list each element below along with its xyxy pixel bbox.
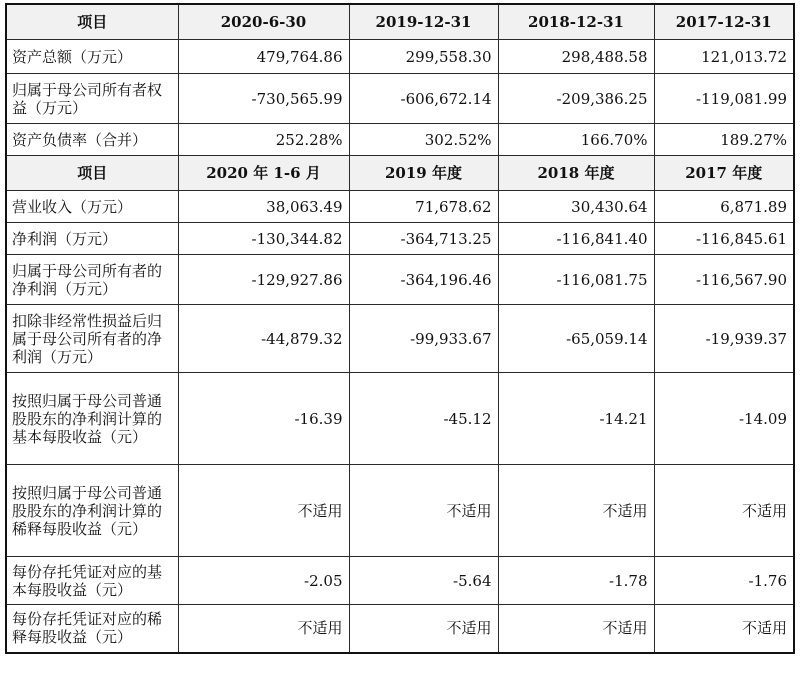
row-label: 资产总额（万元） — [6, 40, 178, 74]
header-row-income — [6, 156, 794, 191]
header-item: 项目 — [6, 4, 178, 40]
cell-value: 不适用 — [178, 605, 349, 653]
cell-value: 38,063.49 — [178, 191, 349, 223]
financial-summary-table — [5, 3, 795, 654]
header-col: 2020 年 1-6 月 — [178, 156, 349, 191]
cell-value: 不适用 — [349, 465, 498, 557]
table-row — [6, 557, 794, 605]
cell-value: 71,678.62 — [349, 191, 498, 223]
cell-value: 302.52% — [349, 124, 498, 156]
header-col: 2019-12-31 — [349, 4, 498, 40]
row-label: 每份存托凭证对应的基本每股收益（元） — [6, 557, 178, 605]
cell-value: -99,933.67 — [349, 305, 498, 373]
cell-value: 不适用 — [178, 465, 349, 557]
table-row — [6, 605, 794, 653]
cell-value: -364,713.25 — [349, 223, 498, 255]
table-row — [6, 40, 794, 74]
row-label: 资产负债率（合并） — [6, 124, 178, 156]
table-row — [6, 373, 794, 465]
row-label: 按照归属于母公司普通股股东的净利润计算的基本每股收益（元） — [6, 373, 178, 465]
header-item: 项目 — [6, 156, 178, 191]
cell-value: -116,567.90 — [654, 255, 794, 305]
cell-value: 189.27% — [654, 124, 794, 156]
header-col: 2017 年度 — [654, 156, 794, 191]
cell-value: -5.64 — [349, 557, 498, 605]
row-label: 营业收入（万元） — [6, 191, 178, 223]
cell-value: -119,081.99 — [654, 74, 794, 124]
header-col: 2020-6-30 — [178, 4, 349, 40]
table-row — [6, 74, 794, 124]
cell-value: -730,565.99 — [178, 74, 349, 124]
cell-value: 不适用 — [498, 605, 654, 653]
table-row — [6, 255, 794, 305]
table-wrapper — [5, 3, 795, 654]
cell-value: -16.39 — [178, 373, 349, 465]
table-row — [6, 124, 794, 156]
cell-value: 不适用 — [498, 465, 654, 557]
cell-value: 不适用 — [349, 605, 498, 653]
cell-value: -209,386.25 — [498, 74, 654, 124]
cell-value: 166.70% — [498, 124, 654, 156]
cell-value: -19,939.37 — [654, 305, 794, 373]
cell-value: 6,871.89 — [654, 191, 794, 223]
header-col: 2018-12-31 — [498, 4, 654, 40]
cell-value: -129,927.86 — [178, 255, 349, 305]
cell-value: -116,081.75 — [498, 255, 654, 305]
table-row — [6, 191, 794, 223]
cell-value: -44,879.32 — [178, 305, 349, 373]
cell-value: -606,672.14 — [349, 74, 498, 124]
cell-value: 30,430.64 — [498, 191, 654, 223]
row-label: 按照归属于母公司普通股股东的净利润计算的稀释每股收益（元） — [6, 465, 178, 557]
row-label: 扣除非经常性损益后归属于母公司所有者的净利润（万元） — [6, 305, 178, 373]
cell-value: -130,344.82 — [178, 223, 349, 255]
row-label: 归属于母公司所有者权益（万元） — [6, 74, 178, 124]
cell-value: -45.12 — [349, 373, 498, 465]
row-label: 每份存托凭证对应的稀释每股收益（元） — [6, 605, 178, 653]
cell-value: 299,558.30 — [349, 40, 498, 74]
cell-value: -14.21 — [498, 373, 654, 465]
cell-value: -1.78 — [498, 557, 654, 605]
cell-value: 479,764.86 — [178, 40, 349, 74]
header-col: 2017-12-31 — [654, 4, 794, 40]
table-row — [6, 465, 794, 557]
cell-value: -116,845.61 — [654, 223, 794, 255]
cell-value: -2.05 — [178, 557, 349, 605]
cell-value: 252.28% — [178, 124, 349, 156]
cell-value: -14.09 — [654, 373, 794, 465]
cell-value: 不适用 — [654, 605, 794, 653]
header-col: 2018 年度 — [498, 156, 654, 191]
cell-value: 121,013.72 — [654, 40, 794, 74]
row-label: 归属于母公司所有者的净利润（万元） — [6, 255, 178, 305]
cell-value: 不适用 — [654, 465, 794, 557]
header-col: 2019 年度 — [349, 156, 498, 191]
cell-value: -364,196.46 — [349, 255, 498, 305]
row-label: 净利润（万元） — [6, 223, 178, 255]
cell-value: 298,488.58 — [498, 40, 654, 74]
header-row-balance — [6, 4, 794, 40]
table-row — [6, 305, 794, 373]
table-row — [6, 223, 794, 255]
cell-value: -116,841.40 — [498, 223, 654, 255]
cell-value: -1.76 — [654, 557, 794, 605]
cell-value: -65,059.14 — [498, 305, 654, 373]
